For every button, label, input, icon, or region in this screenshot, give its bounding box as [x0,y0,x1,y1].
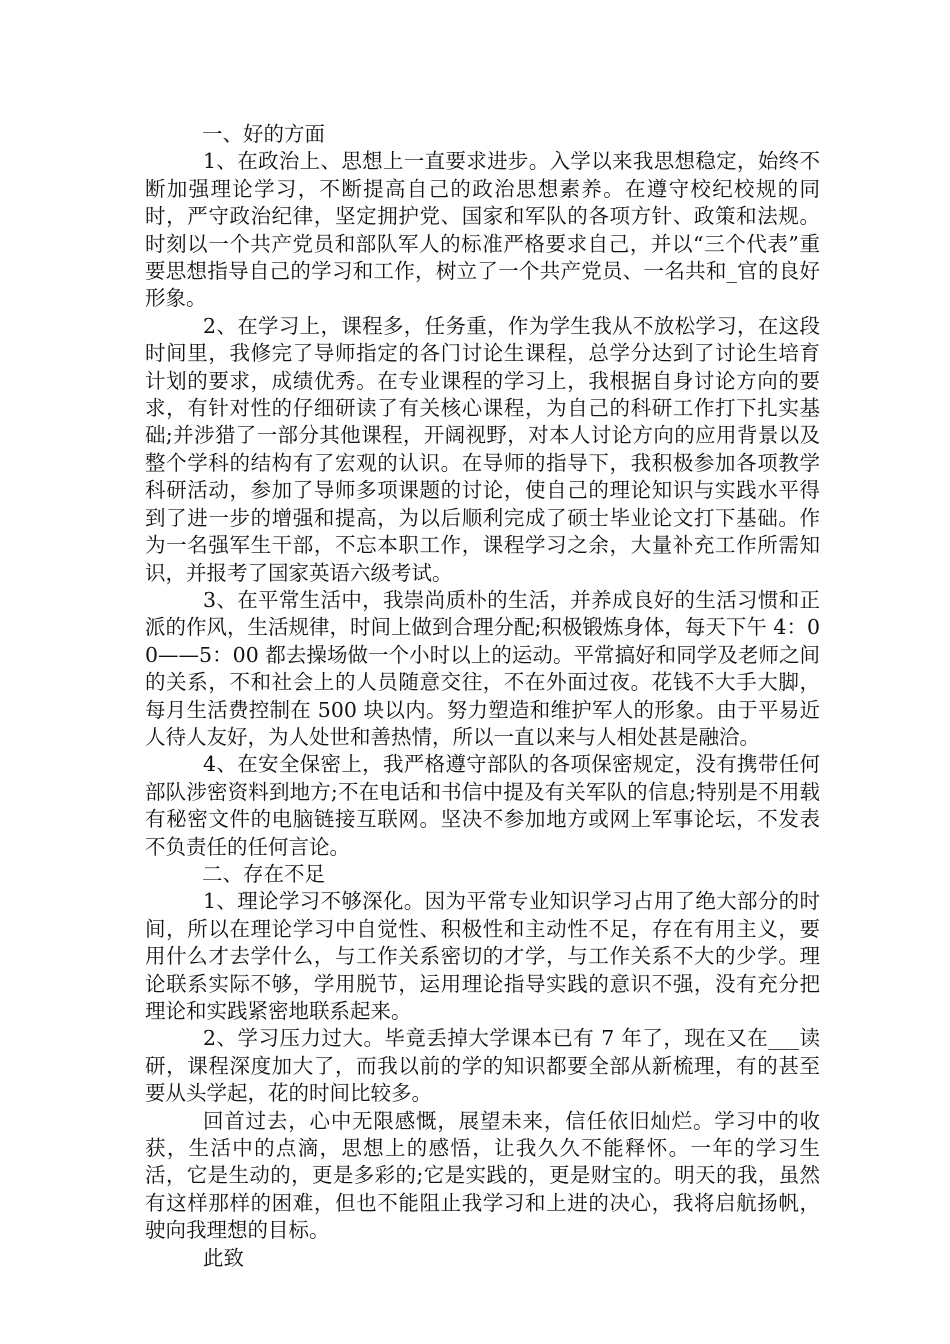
paragraph-study: 2、在学习上，课程多，任务重，作为学生我从不放松学习，在这段时间里，我修完了导师指定的各门讨论生课程，总学分达到了讨论生培育计划的要求，成绩优秀。在专业课程的学习上，我根据自身讨论方向的要求，有针对性的仔细研读了有关核心课程，为自己的科研工作打下扎实基础;并涉猎了一部分其他课程，开阔视野，对本人讨论方向的应用背景以及整个学科的结构有了宏观的认识。在导师的指导下，我积极参加各项教学科研活动，参加了导师多项课题的讨论，使自己的理论知识与实践水平得到了进一步的增强和提高，为以后顺利完成了硕士毕业论文打下基础。作为一名强军生干部，不忘本职工作，课程学习之余，大量补充工作所需知识，并报考了国家英语六级考试。 [145,313,820,585]
paragraph-conclusion: 回首过去，心中无限感慨，展望未来，信任依旧灿烂。学习中的收获，生活中的点滴，思想上的感悟，让我久久不能释怀。一年的学习生活，它是生动的，更是多彩的;它是实践的，更是财宝的。明天的我，虽然有这样那样的困难，但也不能阻止我学习和上进的决心，我将启航扬帆，驶向我理想的目标。 [145,1108,820,1243]
paragraph-politics: 1、在政治上、思想上一直要求进步。入学以来我思想稳定，始终不断加强理论学习，不断提高自己的政治思想素养。在遵守校纪校规的同时，严守政治纪律，坚定拥护党、国家和军队的各项方针、政策和法规。时刻以一个共产党员和部队军人的标准严格要求自己，并以“三个代表”重要思想指导自己的学习和工作，树立了一个共产党员、一名共和_官的良好形象。 [145,149,820,311]
section-heading-shortcomings: 二、存在不足 [202,861,325,886]
paragraph-pressure: 2、学习压力过大。毕竟丢掉大学课本已有 7 年了，现在又在___读研，课程深度加大了，而我以前的学的知识都要全部从新梳理，有的甚至要从头学起，花的时间比较多。 [145,1026,820,1106]
section-heading-strengths: 一、好的方面 [202,122,325,146]
paragraph-security: 4、在安全保密上，我严格遵守部队的各项保密规定，没有携带任何部队涉密资料到地方;不在电话和书信中提及有关军队的信息;特别是不用载有秘密文件的电脑链接互联网。坚决不参加地方或网上军事论坛，不发表不负责任的任何言论。 [145,752,820,859]
closing-salutation: 此致 [203,1245,244,1270]
document-body [145,121,820,1272]
paragraph-life: 3、在平常生活中，我崇尚质朴的生活，并养成良好的生活习惯和正派的作风，生活规律，时间上做到合理分配;积极锻炼身体，每天下午 4：00——5：00 都去操场做一个小时以上的运动。平常搞好和同学及老师之间的关系，不和社会上的人员随意交往，不在外面过夜。花钱不大手大脚，每月生活费控制在 500 块以内。努力塑造和维护军人的形象。由于平易近人待人友好，为人处世和善热情，所以一直以来与人相处甚是融洽。 [145,587,821,749]
paragraph-theory: 1、理论学习不够深化。因为平常专业知识学习占用了绝大部分的时间，所以在理论学习中自觉性、积极性和主动性不足，存在有用主义，要用什么才去学什么，与工作关系密切的才学，与工作关系不大的少学。理论联系实际不够，学用脱节，运用理论指导实践的意识不强，没有充分把理论和实践紧密地联系起来。 [145,889,820,1023]
